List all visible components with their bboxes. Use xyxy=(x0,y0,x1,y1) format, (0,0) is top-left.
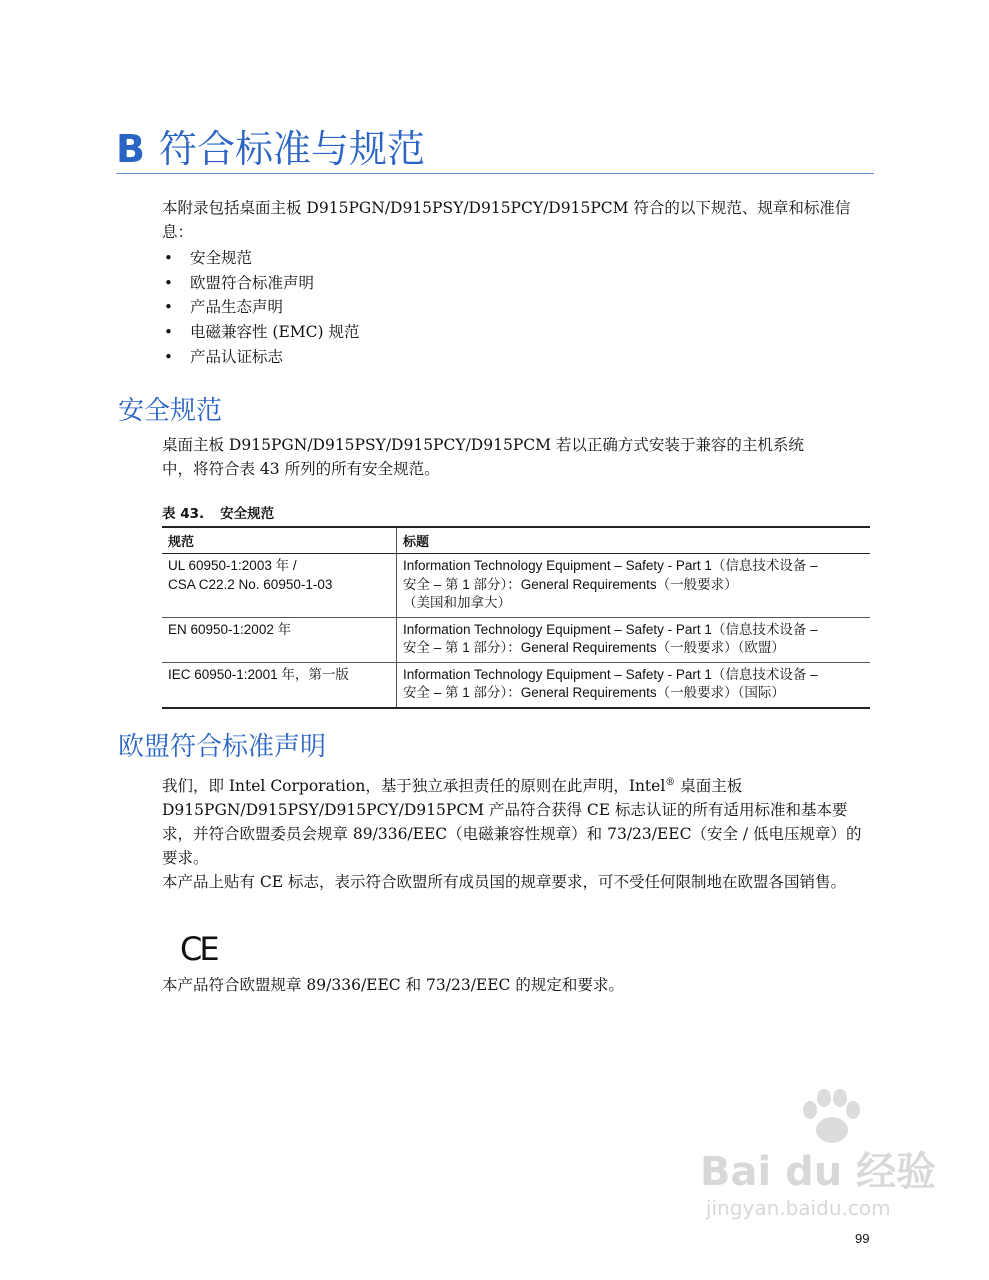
intro-bullet-list xyxy=(162,246,360,370)
table-caption-number: 表 43. xyxy=(162,506,205,522)
list-item: • 电磁兼容性 (EMC) 规范 xyxy=(162,320,360,345)
table-caption-title: 安全规范 xyxy=(220,506,275,522)
watermark-url: jingyan.baidu.com xyxy=(706,1196,891,1220)
safety-heading: 安全规范 xyxy=(118,396,223,426)
table-row xyxy=(162,554,870,618)
paw-icon xyxy=(796,1086,866,1146)
ce-mark-logo: CE xyxy=(180,930,217,968)
column-header-title: 标题 xyxy=(397,527,871,554)
watermark-brand: Bai du 经验 xyxy=(700,1149,937,1195)
chapter-letter: B xyxy=(116,127,145,171)
spec-cell xyxy=(162,617,397,662)
spec-line: UL 60950-1:2003 年 / xyxy=(168,558,297,573)
table-row xyxy=(162,662,870,708)
list-item: • 欧盟符合标准声明 xyxy=(162,271,360,296)
chapter-title-text: 符合标准与规范 xyxy=(158,127,425,171)
safety-paragraph: 桌面主板 D915PGN/D915PSY/D915PCY/D915PCM 若以正确方式安装于兼容的主机系统中，将符合表 43 所列的所有安全规范。 xyxy=(162,436,804,478)
title-line: 安全 – 第 1 部分）：General Requirements（一般要求） xyxy=(403,576,738,592)
table-row xyxy=(162,617,870,662)
registered-mark: ® xyxy=(665,777,676,788)
title-line: 安全 – 第 1 部分）：General Requirements（一般要求）（国际） xyxy=(403,685,785,700)
spec-cell xyxy=(162,662,397,708)
title-line: （美国和加拿大） xyxy=(403,595,511,610)
spec-line: EN 60950-1:2002 年 xyxy=(168,621,292,637)
title-line: Information Technology Equipment – Safety - Part 1（信息技术设备 – xyxy=(403,621,818,637)
eu-paragraph-2: 本产品上贴有 CE 标志，表示符合欧盟所有成员国的规章要求，可不受任何限制地在欧盟各国销售。 xyxy=(162,873,847,891)
eu-paragraph-1 xyxy=(162,771,870,870)
page-number: 99 xyxy=(855,1231,870,1246)
safety-spec-table xyxy=(162,526,870,709)
title-cell xyxy=(397,617,871,662)
spec-line: IEC 60950-1:2001 年，第一版 xyxy=(168,666,349,682)
list-item: • 产品认证标志 xyxy=(162,345,360,370)
spec-cell xyxy=(162,554,397,618)
title-line: Information Technology Equipment – Safety - Part 1（信息技术设备 – xyxy=(403,666,818,682)
eu-paragraph-1-part-b: 桌面主板 D915PGN/D915PSY/D915PCY/D915PCM 产品符合获得 CE 标志认证的所有适用标准和基本要求，并符合欧盟委员会规章 89/336/EEC（电磁兼容性规章）和 73/23/EEC（安全 / 低电压规章）的要求。 xyxy=(162,777,862,868)
eu-paragraph-3: 本产品符合欧盟规章 89/336/EEC 和 73/23/EEC 的规定和要求。 xyxy=(162,976,624,994)
intro-paragraph: 本附录包括桌面主板 D915PGN/D915PSY/D915PCY/D915PCM 符合的以下规范、规章和标准信息： xyxy=(162,199,851,241)
eu-paragraph-1-part-a: 我们，即 Intel Corporation，基于独立承担责任的原则在此声明，Intel xyxy=(162,777,666,796)
table-caption xyxy=(162,502,274,522)
title-cell xyxy=(397,662,871,708)
title-line: Information Technology Equipment – Safety - Part 1（信息技术设备 – xyxy=(403,558,818,573)
list-item: • 安全规范 xyxy=(162,246,360,271)
title-line: 安全 – 第 1 部分）：General Requirements（一般要求）（欧盟） xyxy=(403,640,785,655)
chapter-divider xyxy=(116,173,874,174)
list-item: • 产品生态声明 xyxy=(162,295,360,320)
title-cell xyxy=(397,554,871,618)
spec-line: CSA C22.2 No. 60950-1-03 xyxy=(168,576,333,592)
eu-heading: 欧盟符合标准声明 xyxy=(118,732,327,762)
table-header-row xyxy=(162,527,870,554)
chapter-title xyxy=(116,118,425,173)
baidu-watermark xyxy=(700,1140,936,1197)
column-header-spec: 规范 xyxy=(162,527,397,554)
